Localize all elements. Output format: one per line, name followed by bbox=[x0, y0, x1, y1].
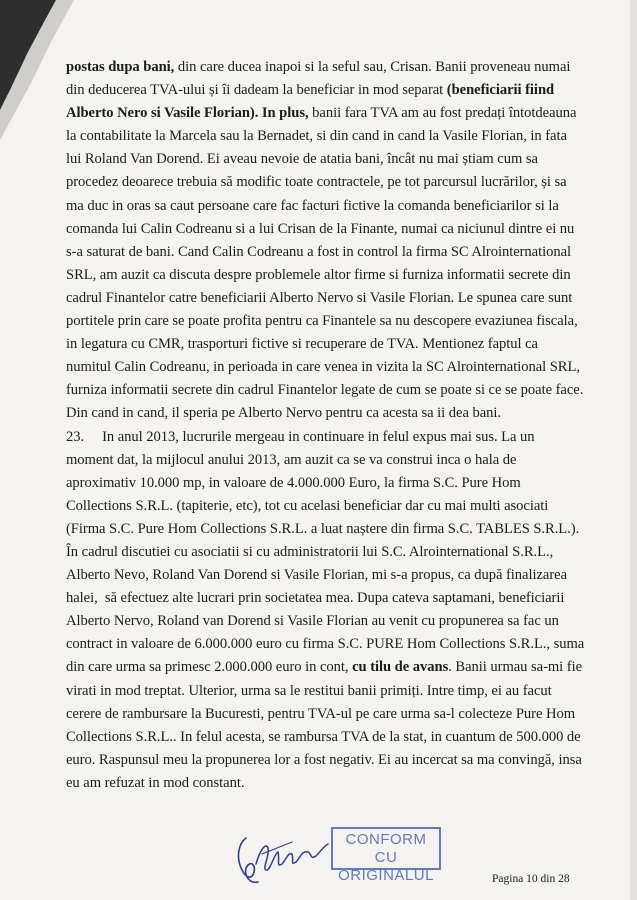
bold-phrase: postas dupa bani, bbox=[66, 59, 175, 75]
text-line: euro. Raspunsul meu la propunerea lor a fost negativ. Ei au incercat sa ma convingă, insa bbox=[66, 751, 582, 768]
text-line: contract in valoare de 6.000.000 euro cu firma S.C. PURE Hom Collections S.R.L., suma bbox=[66, 636, 585, 653]
bold-phrase: cu tilu de avans bbox=[352, 659, 449, 676]
text-line: Collections S.R.L. (tapiterie, etc), tot cu acelasi beneficiar dar cu mai multi asociati bbox=[66, 497, 549, 514]
text-line: ma duc in oras sa caut persoane care fac facturi fictive la comanda beneficiarilor si la bbox=[66, 197, 559, 214]
text-line: postas dupa bani, din care ducea inapoi si la seful sau, Crisan. Banii proveneau numai bbox=[66, 59, 571, 75]
bold-phrase: (beneficiarii fiind bbox=[446, 82, 555, 99]
text-line: În cadrul discutiei cu asociatii si cu administratorii lui S.C. Alrointernational S.R.L., bbox=[66, 543, 554, 560]
text-line: Din cand in cand, il speria pe Alberto Nervo pentru ca acesta sa ii dea bani. bbox=[66, 405, 502, 422]
text-line: din care urma sa primesc 2.000.000 euro in cont, cu tilu de avans. Banii urmau sa-mi fie bbox=[66, 659, 583, 676]
text-line: comanda lui Calin Codreanu si a lui Crisan de la Finante, numai ca niciunul dintre ei nu bbox=[66, 220, 575, 237]
page-number: Pagina 10 din 28 bbox=[492, 873, 570, 885]
text-line: lui Roland Van Dorend. Ei aveau nevoie de atatia bani, încât nu mai știam cum sa bbox=[66, 151, 538, 168]
stamp-line-2: ORIGINALUL bbox=[338, 867, 434, 884]
text-line: cerere de rambursare la Bucuresti, pentru TVA-ul pe care urma sa-l colecteze Pure Hom bbox=[66, 705, 576, 722]
document-body bbox=[66, 56, 592, 795]
text-line: moment dat, la mijlocul anului 2013, am auzit ca se va construi inca o hala de bbox=[66, 451, 517, 468]
text-line: halei, să efectuez alte lucrari prin societatea mea. Dupa cateva saptamani, beneficiarii bbox=[66, 590, 565, 607]
text-line: cadrul Finantelor catre beneficiarii Alberto Nervo si Vasile Florian. Le spunea care sunt bbox=[66, 289, 573, 306]
text-line: in legatura cu CMR, trasporturi fictive si recuperare de TVA. Mentionez faptul ca bbox=[66, 336, 538, 353]
text-line: din deducerea TVA-ului și îi dadeam la beneficiar in mod separat (beneficiarii fiind bbox=[66, 82, 555, 99]
conform-cu-originalul-stamp bbox=[331, 827, 441, 884]
text-line: la contabilitate la Marcela sau la Bernadet, si din cand in cand la Vasile Florian, in fata bbox=[66, 128, 567, 145]
text-line: eu am refuzat in mod constant. bbox=[66, 774, 245, 791]
stamp-line-1: CONFORM CU bbox=[345, 831, 427, 866]
text-line: (Firma S.C. Pure Hom Collections S.R.L. a luat naștere din firma S.C. TABLES S.R.L.). bbox=[66, 520, 580, 537]
handwritten-signature bbox=[232, 824, 332, 890]
text-line: furniza informatii secrete din cadrul Finantelor legate de cum se poate si ce se poate face. bbox=[66, 382, 584, 399]
text-line: procedez deoarece trebuia să modific toate contractele, pe tot parcursul lucrărilor, și sa bbox=[66, 174, 567, 191]
text-line: portitele prin care se poate profita pentru ca Finantele sa nu descopere evaziunea fiscala, bbox=[66, 313, 578, 330]
text-line: SRL, am auzit ca discuta despre problemele altor firme si furniza informatii secrete din bbox=[66, 266, 571, 283]
text-line: aproximativ 10.000 mp, in valoare de 4.000.000 Euro, la firma S.C. Pure Hom bbox=[66, 474, 521, 491]
text-line: Alberto Nero si Vasile Florian). In plus, banii fara TVA am au fost predați întotdeauna bbox=[66, 105, 577, 122]
text-line: s-a saturat de bani. Cand Calin Codreanu a fost in control la firma SC Alrointernational bbox=[66, 243, 572, 260]
text-line: Alberto Nevo, Roland Van Dorend si Vasile Florian, mi s-a propus, ca după finalizarea bbox=[66, 567, 568, 584]
text-line: Collections S.R.L.. In felul acesta, se rambursa TVA de la stat, in cuantum de 500.000 de bbox=[66, 728, 581, 745]
text-line: numitul Calin Codreanu, in perioada in care venea in vizita la SC Alrointernational SRL, bbox=[66, 359, 580, 376]
bold-phrase: Alberto Nero si Vasile Florian). In plus, bbox=[66, 105, 309, 122]
paragraph-23-start: 23. In anul 2013, lucrurile mergeau in continuare in felul expus mai sus. La un bbox=[66, 428, 535, 445]
text-line: virati in mod treptat. Ulterior, urma sa le restitui banii primiți. Intre timp, ei au facut bbox=[66, 682, 552, 699]
text-line: Alberto Nervo, Roland van Dorend si Vasile Florian au venit cu propunerea sa fac un bbox=[66, 613, 559, 630]
